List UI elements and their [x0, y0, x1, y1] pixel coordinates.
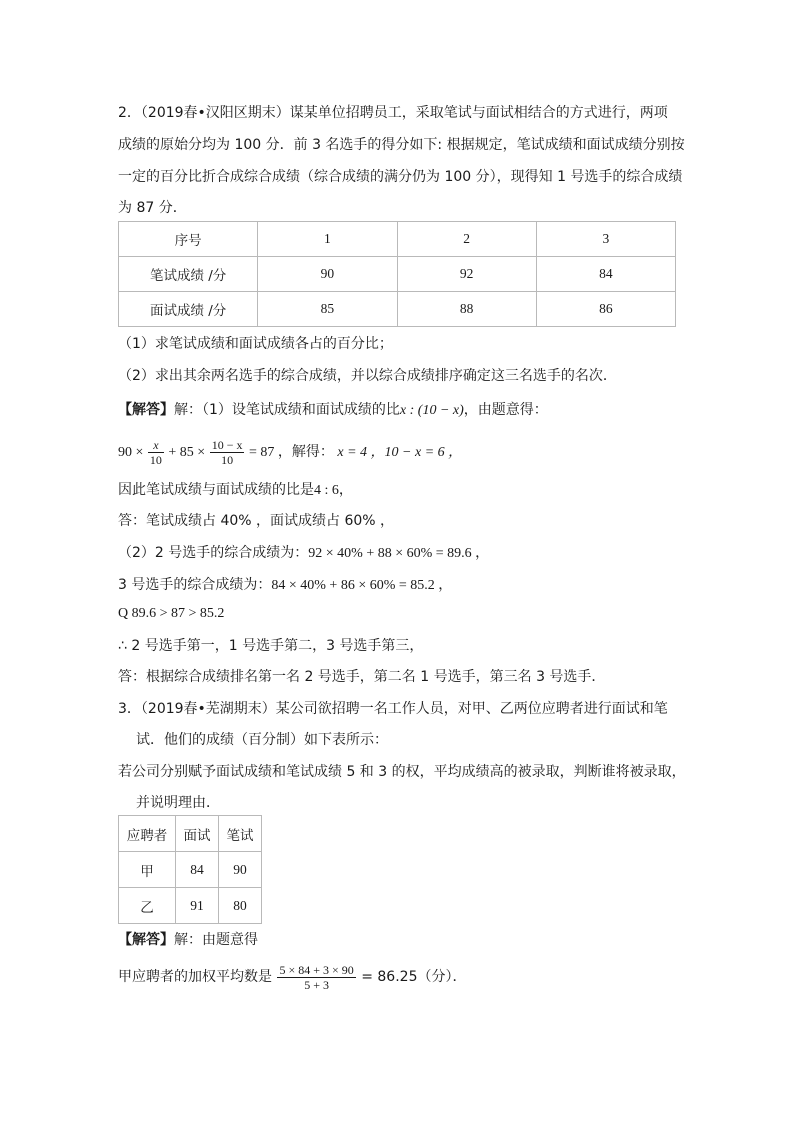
table-cell: 84: [176, 852, 219, 888]
table-cell: 甲: [119, 852, 176, 888]
table-header-cell: 序号: [119, 222, 258, 257]
fraction: [148, 438, 164, 467]
fraction-denominator: 5 + 3: [277, 977, 355, 992]
p2-final-answer: 答：根据综合成绩排名第一名 2 号选手，第二名 1 号选手，第三名 3 号选手．: [118, 669, 606, 685]
eq-part: = 87 ，解得：: [248, 445, 334, 460]
table-header-row: [119, 222, 676, 257]
weighted-text: 甲应聘者的加权平均数是: [118, 969, 272, 985]
table-cell: 笔试成绩 /分: [119, 257, 258, 292]
p2-percent-line: 答：笔试成绩占 40% ，面试成绩占 60% ，: [118, 513, 395, 529]
answer-tag: 【解答】: [118, 932, 174, 948]
p2-line3: 一定的百分比折合成综合成绩（综合成绩的满分仍为 100 分），现得知 1 号选手的综合成绩: [118, 169, 683, 185]
table-cell: 80: [219, 888, 262, 924]
eq-solution: x = 4 ，10 − x = 6 ，: [337, 445, 463, 460]
answer-tail: ，由题意得：: [463, 402, 548, 418]
table-row: [119, 257, 676, 292]
table-cell: 91: [176, 888, 219, 924]
candidates-table: [118, 815, 262, 924]
table-cell: 90: [258, 257, 397, 292]
answer-tag: 【解答】: [118, 402, 174, 418]
table-header-cell: 3: [536, 222, 675, 257]
ratio-text: 因此笔试成绩与面试成绩的比是: [118, 482, 314, 498]
fraction-numerator: 10 − x: [211, 438, 243, 453]
table-cell: 88: [397, 292, 536, 327]
p2-therefore-line: ∴ 2 号选手第一，1 号选手第二，3 号选手第三，: [118, 638, 424, 654]
ratio-value: 4 : 6: [314, 483, 339, 498]
p2-line1: 2．（2019春•汉阳区期末）谋某单位招聘员工，采取笔试与面试相结合的方式进行，两项: [118, 105, 668, 121]
table-header-row: [119, 816, 262, 852]
table-cell: 86: [536, 292, 675, 327]
eq-part: + 85 ×: [168, 445, 206, 460]
table-header-cell: 1: [258, 222, 397, 257]
fraction-denominator: 10: [149, 453, 162, 468]
table-cell: 85: [258, 292, 397, 327]
p2-ratio-line: [118, 480, 353, 501]
table-cell: 面试成绩 /分: [119, 292, 258, 327]
table-header-cell: 应聘者: [119, 816, 176, 852]
table-row: [119, 852, 262, 888]
p2-question2: （2）求出其余两名选手的综合成绩，并以综合成绩排序确定这三名选手的名次．: [118, 368, 617, 384]
table-header-cell: 笔试: [219, 816, 262, 852]
ratio-end: ，: [338, 482, 353, 498]
p3-weighted-line: [118, 960, 466, 994]
table-header-cell: 面试: [176, 816, 219, 852]
fraction-denominator: 10: [210, 452, 245, 467]
table-cell: 84: [536, 257, 675, 292]
p3-line1: 3．（2019春•芜湖期末）某公司欲招聘一名工作人员，对甲、乙两位应聘者进行面试和笔: [118, 701, 668, 717]
eq-part: 90 ×: [118, 445, 144, 460]
score2-eq: 92 × 40% + 88 × 60% = 89.6 ，: [308, 546, 490, 561]
table-cell: 乙: [119, 888, 176, 924]
p3-answer-line: [118, 930, 258, 950]
score3-eq: 84 × 40% + 86 × 60% = 85.2 ，: [271, 578, 453, 593]
scores-table: [118, 221, 676, 327]
p2-score3-line: [118, 575, 452, 596]
score2-text: （2）2 号选手的综合成绩为：: [118, 545, 309, 561]
p2-line4: 为 87 分．: [118, 200, 187, 216]
table-cell: 92: [397, 257, 536, 292]
ratio-expression: x : (10 − x): [399, 403, 464, 418]
table-row: [119, 888, 262, 924]
p2-compare-line: Q 89.6 > 87 > 85.2: [118, 606, 225, 621]
table-cell: 90: [219, 852, 262, 888]
p2-question1: （1）求笔试成绩和面试成绩各占的百分比；: [118, 336, 393, 352]
table-row: [119, 292, 676, 327]
weighted-result: = 86.25（分）．: [361, 969, 467, 985]
p3-line3: 若公司分别赋予面试成绩和笔试成绩 5 和 3 的权，平均成绩高的被录取，判断谁将被录取，: [118, 764, 686, 780]
fraction: [210, 438, 245, 467]
p3-line4: 并说明理由．: [136, 795, 220, 811]
p2-score2-line: [118, 543, 489, 564]
fraction: [277, 963, 355, 992]
answer-text: 解：由题意得: [174, 932, 258, 948]
p3-line2: 试．他们的成绩（百分制）如下表所示：: [136, 732, 388, 748]
p2-equation-line: [118, 436, 462, 470]
fraction-numerator: x: [153, 438, 159, 453]
p2-line2: 成绩的原始分均为 100 分．前 3 名选手的得分如下: 根据规定，笔试成绩和面试成绩分别按: [118, 137, 685, 153]
p2-answer-line1: [118, 400, 548, 421]
fraction-numerator: 5 × 84 + 3 × 90: [279, 962, 354, 977]
answer-text: 解：（1）设笔试成绩和面试成绩的比: [174, 402, 400, 418]
score3-text: 3 号选手的综合成绩为：: [118, 577, 272, 593]
table-header-cell: 2: [397, 222, 536, 257]
